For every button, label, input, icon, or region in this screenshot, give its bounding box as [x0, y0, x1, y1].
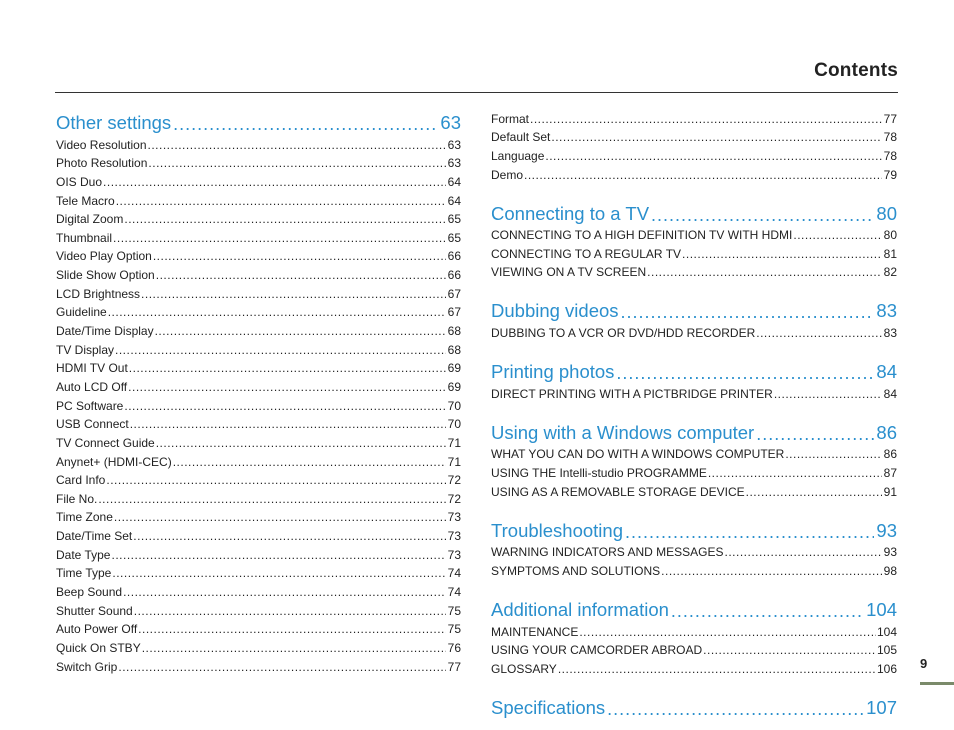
- section-title: Specifications: [491, 696, 606, 718]
- entry-label: Video Play Option: [56, 249, 152, 264]
- entry-page: 105: [876, 643, 897, 658]
- section-title: Printing photos: [491, 361, 615, 383]
- toc-entry[interactable]: [56, 620, 461, 639]
- entry-label: OIS Duo: [56, 174, 103, 189]
- dot-leader: [625, 521, 874, 543]
- dot-leader: [756, 325, 882, 342]
- entry-label: Date/Time Set: [56, 529, 133, 544]
- dot-leader: [124, 398, 446, 415]
- section-title: Additional information: [491, 598, 669, 620]
- toc-section-heading[interactable]: [491, 202, 897, 226]
- dot-leader: [141, 286, 446, 303]
- toc-left-column: [56, 111, 461, 676]
- entry-label: DIRECT PRINTING WITH A PICTBRIDGE PRINTER: [491, 386, 773, 401]
- toc-entry[interactable]: [56, 638, 461, 657]
- toc-entry[interactable]: [56, 377, 461, 396]
- toc-entry[interactable]: [56, 415, 461, 434]
- toc-right-column: [491, 109, 897, 720]
- entry-page: 77: [883, 111, 897, 126]
- toc-entry[interactable]: [491, 128, 897, 147]
- toc-entry[interactable]: [491, 543, 897, 562]
- entry-page: 66: [447, 249, 461, 264]
- toc-entry[interactable]: [56, 154, 461, 173]
- entry-page: 70: [447, 417, 461, 432]
- dot-leader: [621, 301, 875, 323]
- entry-label: Photo Resolution: [56, 156, 148, 171]
- toc-section-heading[interactable]: [491, 299, 897, 323]
- section-page: 104: [866, 598, 897, 620]
- toc-section-heading[interactable]: [56, 111, 461, 135]
- entry-label: Digital Zoom: [56, 212, 124, 227]
- dot-leader: [703, 642, 876, 659]
- toc-entry[interactable]: [56, 191, 461, 210]
- entry-page: 68: [447, 324, 461, 339]
- entry-page: 70: [447, 398, 461, 413]
- dot-leader: [128, 379, 446, 396]
- section-page: 93: [876, 519, 897, 541]
- dot-leader: [142, 640, 446, 657]
- section-spacer: [491, 184, 897, 202]
- section-title: Other settings: [56, 112, 172, 133]
- entry-label: Date/Time Display: [56, 324, 154, 339]
- dot-leader: [558, 661, 876, 678]
- entry-page: 73: [447, 529, 461, 544]
- entry-page: 75: [447, 603, 461, 618]
- dot-leader: [156, 435, 446, 452]
- entry-page: 65: [447, 230, 461, 245]
- entry-label: Demo: [491, 167, 524, 182]
- entry-label: Auto Power Off: [56, 622, 138, 637]
- dot-leader: [148, 155, 446, 172]
- toc-entry[interactable]: [491, 109, 897, 128]
- toc-entry[interactable]: [56, 582, 461, 601]
- dot-leader: [551, 129, 882, 146]
- dot-leader: [103, 174, 446, 191]
- dot-leader: [116, 193, 446, 210]
- toc-entry[interactable]: [491, 226, 897, 245]
- dot-leader: [682, 246, 882, 263]
- entry-page: 75: [447, 622, 461, 637]
- entry-label: Tele Macro: [56, 193, 115, 208]
- entry-page: 74: [447, 566, 461, 581]
- entry-label: USING YOUR CAMCORDER ABROAD: [491, 643, 703, 658]
- entry-page: 67: [447, 305, 461, 320]
- entry-page: 63: [447, 137, 461, 152]
- entry-label: CONNECTING TO A HIGH DEFINITION TV WITH HDMI: [491, 228, 793, 243]
- entry-label: Beep Sound: [56, 585, 123, 600]
- toc-entry[interactable]: [56, 340, 461, 359]
- entry-label: Slide Show Option: [56, 268, 155, 283]
- toc-section-list: [491, 184, 897, 720]
- toc-entry[interactable]: [491, 263, 897, 282]
- entry-page: 77: [447, 659, 461, 674]
- toc-entry[interactable]: [491, 463, 897, 482]
- dot-leader: [155, 323, 446, 340]
- toc-entry[interactable]: [56, 303, 461, 322]
- dot-leader: [651, 204, 874, 226]
- entry-page: 78: [883, 130, 897, 145]
- toc-entry[interactable]: [56, 172, 461, 191]
- entry-page: 76: [447, 640, 461, 655]
- entry-page: 81: [883, 246, 897, 261]
- entry-label: WARNING INDICATORS AND MESSAGES: [491, 545, 724, 560]
- entry-page: 74: [447, 585, 461, 600]
- dot-leader: [153, 248, 446, 265]
- entry-page: 79: [883, 167, 897, 182]
- toc-entry[interactable]: [491, 561, 897, 580]
- dot-leader: [134, 603, 446, 620]
- toc-entry[interactable]: [56, 321, 461, 340]
- toc-entry[interactable]: [491, 384, 897, 403]
- toc-section-heading[interactable]: [491, 696, 897, 720]
- entry-label: Auto LCD Off: [56, 379, 128, 394]
- header-rule: [55, 92, 898, 93]
- section-spacer: [491, 501, 897, 519]
- toc-entry[interactable]: [56, 396, 461, 415]
- section-page: 80: [876, 202, 897, 224]
- toc-entry[interactable]: [56, 601, 461, 620]
- entry-page: 63: [447, 156, 461, 171]
- toc-entry[interactable]: [491, 641, 897, 660]
- toc-entry[interactable]: [491, 622, 897, 641]
- dot-leader: [661, 563, 882, 580]
- dot-leader: [156, 267, 446, 284]
- entry-page: 72: [447, 491, 461, 506]
- toc-section-heading[interactable]: [491, 360, 897, 384]
- dot-leader: [524, 167, 882, 184]
- entry-label: Language: [491, 148, 545, 163]
- section-page: 86: [876, 421, 897, 443]
- entry-label: Card Info: [56, 473, 106, 488]
- toc-entry[interactable]: [56, 508, 461, 527]
- toc-section-heading[interactable]: [491, 598, 897, 622]
- entry-label: Switch Grip: [56, 659, 118, 674]
- section-page: 63: [440, 112, 461, 133]
- entry-label: USING AS A REMOVABLE STORAGE DEVICE: [491, 484, 745, 499]
- dot-leader: [545, 148, 882, 165]
- toc-entry[interactable]: [56, 545, 461, 564]
- dot-leader: [173, 113, 438, 135]
- entry-page: 93: [883, 545, 897, 560]
- entry-page: 65: [447, 212, 461, 227]
- toc-entry[interactable]: [491, 445, 897, 464]
- entry-page: 71: [447, 454, 461, 469]
- entry-page: 106: [876, 661, 897, 676]
- toc-entry[interactable]: [56, 433, 461, 452]
- toc-entry[interactable]: [56, 526, 461, 545]
- entry-page: 78: [883, 148, 897, 163]
- entry-page: 84: [883, 386, 897, 401]
- toc-entry[interactable]: [56, 284, 461, 303]
- dot-leader: [530, 111, 882, 128]
- toc-entry[interactable]: [56, 489, 461, 508]
- toc-entry[interactable]: [56, 564, 461, 583]
- dot-leader: [671, 600, 864, 622]
- dot-leader: [724, 544, 882, 561]
- dot-leader: [98, 491, 446, 508]
- entry-label: Guideline: [56, 305, 107, 320]
- toc-entry[interactable]: [491, 165, 897, 184]
- entry-label: Default Set: [491, 130, 551, 145]
- entry-page: 73: [447, 510, 461, 525]
- toc-section-heading[interactable]: [491, 421, 897, 445]
- entry-label: Format: [491, 111, 530, 126]
- toc-entry[interactable]: [56, 247, 461, 266]
- section-spacer: [491, 342, 897, 360]
- dot-leader: [108, 304, 446, 321]
- toc-entry-list: [491, 109, 897, 184]
- section-spacer: [491, 281, 897, 299]
- entry-label: Time Zone: [56, 510, 113, 525]
- entry-page: 72: [447, 473, 461, 488]
- entry-page: 82: [883, 265, 897, 280]
- dot-leader: [112, 565, 446, 582]
- dot-leader: [106, 472, 446, 489]
- page-tab-marker: [920, 682, 954, 685]
- entry-page: 66: [447, 268, 461, 283]
- entry-label: WHAT YOU CAN DO WITH A WINDOWS COMPUTER: [491, 447, 785, 462]
- dot-leader: [115, 342, 446, 359]
- dot-leader: [756, 423, 874, 445]
- section-title: Dubbing videos: [491, 300, 619, 322]
- section-page: 107: [866, 696, 897, 718]
- dot-leader: [647, 264, 882, 281]
- toc-entry[interactable]: [491, 659, 897, 678]
- entry-label: TV Display: [56, 342, 115, 357]
- toc-entry[interactable]: [56, 135, 461, 154]
- entry-label: USB Connect: [56, 417, 129, 432]
- toc-entry-list: [56, 135, 461, 676]
- dot-leader: [111, 547, 446, 564]
- toc-entry[interactable]: [56, 471, 461, 490]
- entry-label: USING THE Intelli-studio PROGRAMME: [491, 466, 707, 481]
- entry-label: MAINTENANCE: [491, 624, 579, 639]
- toc-entry[interactable]: [56, 657, 461, 676]
- entry-page: 64: [447, 193, 461, 208]
- entry-label: TV Connect Guide: [56, 435, 155, 450]
- entry-label: SYMPTOMS AND SOLUTIONS: [491, 563, 661, 578]
- dot-leader: [173, 454, 446, 471]
- toc-entry[interactable]: [56, 359, 461, 378]
- entry-label: Quick On STBY: [56, 640, 141, 655]
- dot-leader: [785, 446, 882, 463]
- toc-entry[interactable]: [56, 210, 461, 229]
- toc-entry[interactable]: [56, 452, 461, 471]
- entry-page: 73: [447, 547, 461, 562]
- dot-leader: [579, 624, 876, 641]
- entry-page: 80: [883, 228, 897, 243]
- section-title: Troubleshooting: [491, 519, 623, 541]
- toc-entry[interactable]: [491, 323, 897, 342]
- dot-leader: [616, 362, 874, 384]
- entry-page: 71: [447, 435, 461, 450]
- dot-leader: [114, 509, 446, 526]
- section-spacer: [491, 403, 897, 421]
- entry-label: Shutter Sound: [56, 603, 133, 618]
- entry-page: 67: [447, 286, 461, 301]
- entry-label: File No.: [56, 491, 98, 506]
- entry-label: Video Resolution: [56, 137, 147, 152]
- dot-leader: [118, 659, 446, 676]
- dot-leader: [130, 416, 446, 433]
- dot-leader: [113, 230, 446, 247]
- entry-label: Anynet+ (HDMI-CEC): [56, 454, 172, 469]
- toc-entry[interactable]: [56, 265, 461, 284]
- dot-leader: [607, 698, 864, 720]
- entry-label: Time Type: [56, 566, 112, 581]
- entry-page: 104: [876, 624, 897, 639]
- dot-leader: [138, 621, 446, 638]
- entry-label: HDMI TV Out: [56, 361, 128, 376]
- section-title: Connecting to a TV: [491, 202, 650, 224]
- page-title: Contents: [814, 60, 898, 81]
- entry-page: 87: [883, 466, 897, 481]
- toc-entry[interactable]: [56, 228, 461, 247]
- entry-page: 64: [447, 174, 461, 189]
- entry-page: 91: [883, 484, 897, 499]
- entry-label: CONNECTING TO A REGULAR TV: [491, 246, 682, 261]
- dot-leader: [708, 465, 882, 482]
- entry-page: 83: [883, 326, 897, 341]
- dot-leader: [746, 484, 882, 501]
- entry-label: GLOSSARY: [491, 661, 557, 676]
- dot-leader: [123, 584, 446, 601]
- entry-label: VIEWING ON A TV SCREEN: [491, 265, 647, 280]
- section-page: 83: [876, 300, 897, 322]
- entry-page: 86: [883, 447, 897, 462]
- dot-leader: [793, 227, 882, 244]
- dot-leader: [124, 211, 446, 228]
- section-title: Using with a Windows computer: [491, 421, 755, 443]
- dot-leader: [129, 360, 446, 377]
- entry-label: PC Software: [56, 398, 124, 413]
- section-spacer: [491, 678, 897, 696]
- entry-page: 69: [447, 379, 461, 394]
- toc-entry[interactable]: [491, 146, 897, 165]
- entry-label: Date Type: [56, 547, 111, 562]
- dot-leader: [133, 528, 446, 545]
- dot-leader: [148, 137, 446, 154]
- page-number: 9: [920, 656, 928, 671]
- entry-label: LCD Brightness: [56, 286, 141, 301]
- entry-label: Thumbnail: [56, 230, 113, 245]
- entry-page: 68: [447, 342, 461, 357]
- entry-page: 98: [883, 563, 897, 578]
- section-spacer: [491, 580, 897, 598]
- entry-page: 69: [447, 361, 461, 376]
- toc-entry[interactable]: [491, 244, 897, 263]
- toc-section-heading[interactable]: [491, 519, 897, 543]
- section-page: 84: [876, 361, 897, 383]
- entry-label: DUBBING TO A VCR OR DVD/HDD RECORDER: [491, 326, 756, 341]
- toc-entry[interactable]: [491, 482, 897, 501]
- dot-leader: [774, 386, 882, 403]
